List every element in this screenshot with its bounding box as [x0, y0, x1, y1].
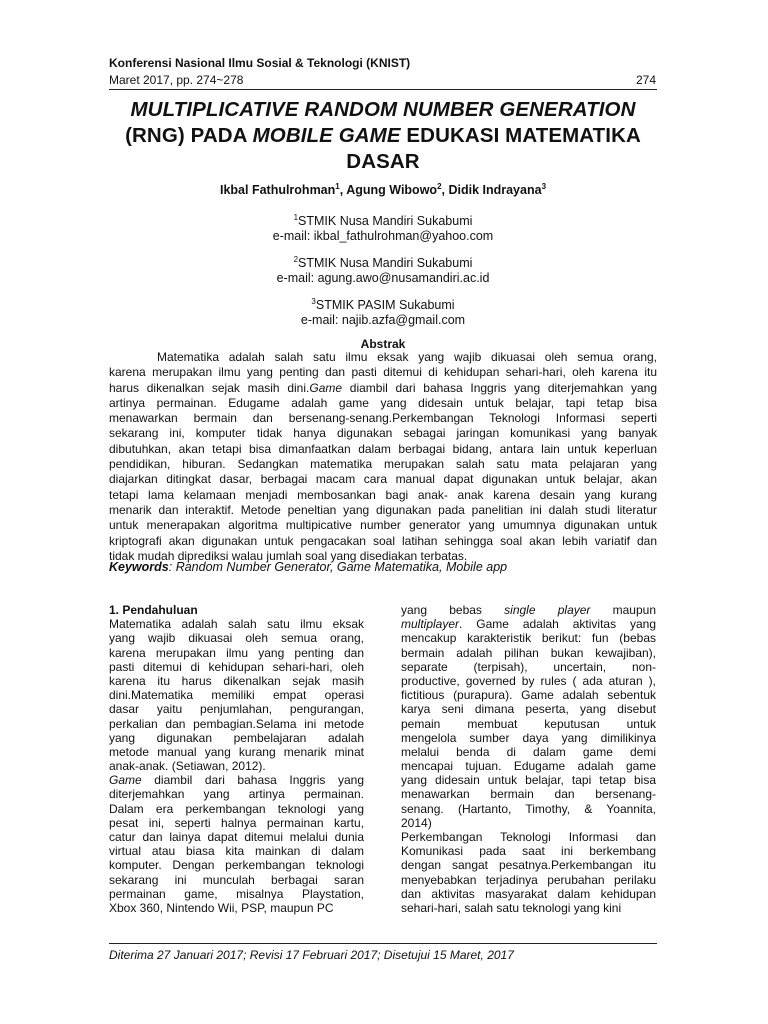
affiliation-3: $^3$STMIK PASIM Sukabumi e-mail: najib.azfa@gmail.com — [109, 294, 657, 328]
affiliation-2: $^2$STMIK Nusa Mandiri Sukabumi e-mail: agung.awo@nusamandiri.ac.id — [109, 252, 657, 286]
affiliation-email: e-mail: ikbal_fathulrohman@yahoo.com — [272, 229, 494, 244]
abstract-line: Matematika adalah salah satu ilmu eksak yang wajib dikuasai oleh semua orang, — [157, 350, 657, 364]
body-text-line: mencapai tujuan. Edugame adalah game — [401, 759, 656, 774]
body-text-line: separate (terpisah), uncertain, non- — [401, 659, 656, 674]
affiliation-institution: STMIK Nusa Mandiri Sukabumi — [298, 256, 473, 271]
author-name: Ikbal Fathulrohman — [219, 183, 336, 198]
body-text-line: 2014) — [401, 815, 432, 830]
submission-dates: Diterima 27 Januari 2017; Revisi 17 Februari 2017; Disetujui 15 Maret, 2017 — [109, 948, 514, 962]
body-text-line: Matematika adalah salah satu ilmu eksak — [109, 617, 364, 632]
abstract-line: untuk menerapakan algoritma multipicative number generator yang umumnya digunakan untuk — [109, 518, 657, 533]
body-text-line: dan aktivitas masyarakat dalam kehidupan — [401, 886, 656, 901]
body-text-line: karena itu harus dikenalkan sejak masih — [109, 673, 364, 688]
author-affiliation-mark: 1 — [335, 182, 340, 191]
body-text-line: Xbox 360, Nintendo Wii, PSP, maupun PC — [109, 900, 334, 915]
body-text-line: fictitious (purapura). Game adalah sebentuk — [401, 688, 656, 703]
body-text-line: bermain adalah pilihan bukan kewajiban), — [401, 645, 656, 660]
body-text-line: melalui benda di dalam game demi — [401, 744, 656, 759]
author-affiliation-mark: 3 — [541, 182, 547, 191]
body-text-line: dengan sangat pesatnya.Perkembangan itu — [401, 858, 656, 873]
keywords-label: Keywords — [109, 560, 169, 574]
section-heading: 1. Pendahuluan — [109, 603, 198, 617]
body-text-line: productive, governed by rules ( ada aturan ), — [401, 673, 656, 688]
abstract-body — [109, 350, 657, 564]
paper-title — [109, 97, 657, 175]
author-affiliation-mark: 2 — [437, 182, 442, 191]
body-text-line: menawarkan bermain dan bersenang- — [401, 787, 656, 802]
keywords — [109, 560, 657, 574]
affiliation-institution: STMIK Nusa Mandiri Sukabumi — [298, 214, 473, 229]
body-text-line: komputer. Dengan perkembangan teknologi — [109, 858, 364, 873]
issue-date-pages: Maret 2017, pp. 274~278 — [109, 73, 244, 87]
title-line-2: (RNG) PADA MOBILE GAME EDUKASI MATEMATIKA — [125, 124, 641, 147]
author-name: Didik Indrayana — [448, 183, 542, 198]
abstract-line: karena merupakan ilmu yang penting dan pasti ditemui di kehidupan sehari-hari, oleh karena itu — [109, 365, 657, 380]
body-text-line: diterjemahkan yang artinya permainan. — [109, 787, 364, 802]
body-text-line: Perkembangan Teknologi Informasi dan — [401, 830, 656, 844]
body-text-line: pasti ditemui di kehidupan sehari-hari, oleh — [109, 659, 364, 674]
abstract-line: harus dikenalkan sejak masih dini.Game diambil dari bahasa Inggris yang diterjemahkan yang — [109, 380, 657, 395]
body-text-line: mengelola sumber daya yang dimilikinya — [401, 730, 656, 745]
abstract-line: menarik dan interaktif. Metode peneltian yang digunakan pada panelitian ini dalah studi literatur — [109, 502, 657, 517]
affiliation-1: $^1$STMIK Nusa Mandiri Sukabumi e-mail: ikbal_fathulrohman@yahoo.com — [109, 210, 657, 244]
body-text-line: yang digunakan pembelajaran adalah — [109, 730, 364, 745]
body-text-line: permainan game, misalnya Playstation, — [109, 886, 364, 901]
conference-name: Konferensi Nasional Ilmu Sosial & Teknologi (KNIST) — [109, 56, 411, 70]
abstract-line: diajarkan ditingkat dasar, berbagai macam cara manual dapat digunakan untuk belajar, akan — [109, 472, 657, 487]
body-text-line: perkalian dan pembagian.Selama ini metode — [109, 716, 364, 731]
body-text-line: catur dan lainya dapat ditemui melalui dunia — [109, 830, 364, 844]
body-text-line: virtual atau biasa kita mainkan di dalam — [109, 844, 364, 859]
abstract-line: tidak mudah diprediksi walau jumlah soal yang disediakan terbatas. — [109, 548, 468, 563]
page-number: 274 — [635, 73, 656, 87]
body-text-line: multiplayer. Game adalah aktivitas yang — [401, 617, 656, 632]
abstract-line: pendidikan, hiburan. Sedangkan matematika merupakan salah satu mata pelajaran yang — [109, 457, 657, 472]
abstract-line: sekarang ini, komputer tidak hanya digunakan sebagai jaringan komunikasi yang banyak — [109, 426, 657, 441]
body-text-line: pemain membuat keputusan untuk — [401, 716, 656, 731]
body-text-line: menyebabkan terjadinya perubahan perilaku — [401, 872, 656, 887]
abstract-line: tetapi lama kelamaan menjadi membosankan bagi anak- anak karena desain yang kurang — [109, 487, 657, 502]
body-text-line: metode manual yang kurang menarik minat — [109, 744, 364, 759]
keywords-list: : Random Number Generator, Game Matematika, Mobile app — [168, 560, 508, 574]
body-text-line: sehari-hari, salah satu teknologi yang kini — [401, 900, 622, 915]
author-name: Agung Wibowo — [346, 183, 438, 198]
body-text-line: yang bebas single player maupun — [401, 603, 657, 617]
body-text-line: mencakup karakteristik berikut: fun (bebas — [401, 631, 656, 646]
body-text-line: senang. (Hartanto, Timothy, & Yoannita, — [401, 801, 656, 816]
abstract-line: dibutuhkan, akan tetapi bisa dimanfaatkan dalam berbagai bidang, antara lain untuk keperluan — [109, 441, 657, 456]
title-line-3: DASAR — [346, 150, 420, 173]
affiliation-email: e-mail: agung.awo@nusamandiri.ac.id — [276, 271, 490, 286]
abstract-heading: Abstrak — [360, 337, 406, 351]
right-column — [401, 603, 656, 915]
body-text-line: dasar yaitu penjumlahan, pengurangan, — [109, 702, 364, 717]
body-text-line: karena merupakan ilmu yang penting dan — [109, 645, 364, 660]
body-text-line: dini.Matematika memiliki empat operasi — [109, 688, 364, 703]
author-list: Ikbal Fathulrohman$^1$, Agung Wibowo$^2$, Didik Indrayana$^3$ — [219, 182, 547, 198]
left-column — [109, 603, 364, 915]
abstract-line: artinya permainan. Edugame adalah game yang didesain untuk belajar, tapi tetap bisa — [109, 395, 657, 410]
affiliation-institution: STMIK PASIM Sukabumi — [315, 298, 455, 313]
abstract-line: menawarkan bermain dan bersenang-senang.Perkembangan Teknologi Informasi seperti — [109, 411, 657, 426]
title-line-1: MULTIPLICATIVE RANDOM NUMBER GENERATION — [130, 98, 636, 121]
body-text-line: yang didesain untuk belajar, tapi tetap bisa — [401, 773, 656, 788]
footer-rule — [109, 943, 657, 944]
body-text-line: anak-anak. (Setiawan, 2012). — [109, 759, 266, 774]
body-text-line: Dalam era perkembangan teknologi yang — [109, 801, 364, 816]
body-text-line: Game diambil dari bahasa Inggris yang — [109, 773, 364, 788]
affiliation-email: e-mail: najib.azfa@gmail.com — [300, 313, 466, 328]
body-text-line: sekarang ini munculah berbagai saran — [109, 872, 364, 887]
body-text-line: karya seni dimana peserta, yang disebut — [401, 702, 656, 717]
body-text-line: pesat ini, seperti halnya permainan kartu, — [109, 815, 364, 830]
header-rule — [109, 89, 657, 90]
body-text-line: Komunikasi pada saat ini berkembang — [401, 844, 656, 859]
body-text-line: yang wajib dikuasai oleh semua orang, — [109, 631, 364, 646]
abstract-line: kriptografi akan digunakan untuk pengacakan soal latihan sehingga soal akan lebih variatif dan — [109, 533, 657, 548]
